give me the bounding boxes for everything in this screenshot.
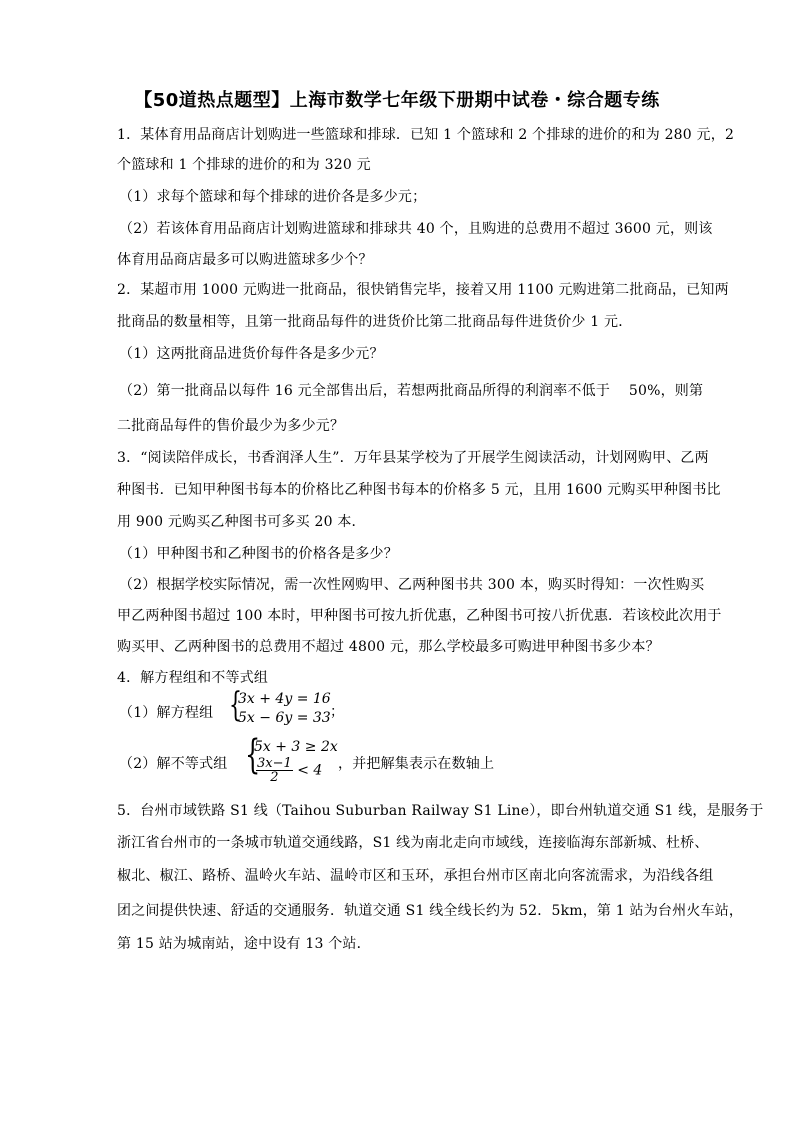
q4-part-1-end: ；: [330, 704, 345, 720]
q2-part-2a: （2）第一批商品以每件 16 元全部售出后，若想两批商品所得的利润率不低于 50%，则第: [119, 383, 704, 399]
q5-line-1: 5．台州市域铁路 S1 线（Taihou Suburban Railway S1 Line），即台州轨道交通 S1 线，是服务于: [117, 803, 764, 819]
q5-line-3: 椒北、椒江、路桥、温岭火车站、温岭市区和玉环，承担台州市区南北向客流需求，为沿线各组: [117, 868, 714, 884]
q3-line-2: 种图书．已知甲种图书每本的价格比乙种图书每本的价格多 5 元，且用 1600 元购买甲种图书比: [117, 482, 721, 498]
q1-part-1: （1）求每个篮球和每个排球的进价各是多少元；: [119, 189, 427, 205]
q3-part-2b: 甲乙两种图书超过 100 本时，甲种图书可按九折优惠，乙种图书可按八折优惠．若该校此次用于: [117, 608, 722, 624]
fraction: [256, 757, 293, 784]
inequality-2-rest: < 4: [297, 762, 323, 779]
inequality-1: 5x + 3 ≥ 2x: [254, 739, 338, 755]
inequality-2: [256, 757, 322, 784]
q1-line-2: 个篮球和 1 个排球的进价的和为 320 元: [117, 157, 371, 173]
q2-part-1: （1）这两批商品进货价每件各是多少元？: [119, 346, 384, 362]
q1-part-2b: 体育用品商店最多可以购进篮球多少个？: [117, 252, 373, 268]
left-brace-icon: {: [245, 732, 261, 778]
q4-line-1: 4．解方程组和不等式组: [117, 670, 269, 686]
fraction-numerator: 3x−1: [257, 756, 292, 771]
q3-part-2a: （2）根据学校实际情况，需一次性网购甲、乙两种图书共 300 本，购买时得知：一次性购买: [119, 577, 705, 593]
page-title: 【50道热点题型】上海市数学七年级下册期中试卷・综合题专练: [134, 90, 660, 111]
q3-part-1: （1）甲种图书和乙种图书的价格各是多少？: [119, 546, 398, 562]
equation-2: 5x − 6y = 33: [238, 710, 331, 726]
q1-line-1: 1．某体育用品商店计划购进一些篮球和排球．已知 1 个篮球和 2 个排球的进价的和为 280 元，2: [117, 127, 735, 143]
q2-line-1: 2．某超市用 1000 元购进一批商品，很快销售完毕，接着又用 1100 元购进第二批商品，已知两: [117, 282, 729, 298]
q2-part-2b: 二批商品每件的售价最少为多少元？: [117, 418, 345, 434]
left-brace-icon: {: [229, 685, 242, 725]
q3-line-1: 3．“阅读陪伴成长，书香润泽人生”．万年县某学校为了开展学生阅读活动，计划网购甲、乙两: [117, 450, 709, 466]
q4-part-2-end: ，并把解集表示在数轴上: [338, 756, 495, 772]
q3-line-3: 用 900 元购买乙种图书可多买 20 本．: [117, 514, 366, 530]
q1-part-2a: （2）若该体育用品商店计划购进篮球和排球共 40 个，且购进的总费用不超过 3600 元，则该: [119, 221, 713, 237]
q3-part-2c: 购买甲、乙两种图书的总费用不超过 4800 元，那么学校最多可购进甲种图书多少本？: [117, 639, 660, 655]
fraction-denominator: 2: [270, 770, 279, 785]
q5-line-4: 团之间提供快速、舒适的交通服务．轨道交通 S1 线全线长约为 52．5km，第 1 站为台州火车站，: [117, 903, 744, 919]
q4-part-2-label: （2）解不等式组: [119, 756, 228, 772]
q4-part-1-label: （1）解方程组: [119, 705, 214, 721]
q2-line-2: 批商品的数量相等，且第一批商品每件的进货价比第二批商品每件进货价少 1 元．: [117, 314, 633, 330]
q5-line-5: 第 15 站为城南站，途中设有 13 个站．: [117, 936, 371, 952]
q5-line-2: 浙江省台州市的一条城市轨道交通线路，S1 线为南北走向市域线，连接临海东部新城、杜桥、: [117, 835, 709, 851]
equation-1: 3x + 4y = 16: [238, 691, 331, 707]
